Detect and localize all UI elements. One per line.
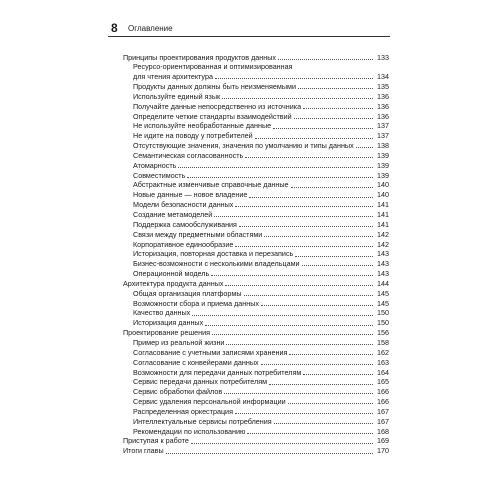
toc-entry-title: Бизнес-возможности с несколькими владельцами [133,259,300,269]
dot-leader [356,147,373,148]
toc-entry [0,210,500,220]
running-head: Оглавление [128,24,173,33]
toc-entry-page: 141 [377,210,389,219]
dot-leader [295,256,373,257]
toc-entry-page: 135 [377,82,389,92]
dot-leader [278,59,373,60]
toc-entry-page: 168 [377,426,389,436]
toc-entry-page: 150 [377,318,389,328]
toc-entry-page: 156 [377,328,389,338]
toc-entry-page: 140 [377,190,389,200]
toc-entry [0,387,500,397]
toc-entry [0,318,500,328]
toc-entry [0,377,500,387]
dot-leader [239,226,373,227]
dot-leader [187,177,373,178]
dot-leader [245,157,373,158]
toc-entry-title: Новые данные — новое владение [133,190,248,200]
dot-leader [269,384,373,385]
toc-entry [0,141,500,151]
dot-leader [247,433,373,434]
toc-entry [0,62,500,72]
toc-entry-title: Получайте данные непосредственно из источника [133,101,302,111]
toc-entry-page: 141 [377,219,389,229]
dot-leader [212,334,373,335]
toc-entry-page: 158 [377,337,389,347]
toc-entry-page: 166 [377,397,389,407]
dot-leader [261,364,373,365]
dot-leader [225,285,373,286]
toc-entry [0,102,500,112]
toc-entry [0,82,500,92]
toc-entry-title: Согласование с конвейерами данных [133,357,259,367]
toc-entry-page: 133 [377,52,389,62]
toc-entry-page: 163 [377,357,389,367]
dot-leader [274,423,373,424]
toc-entry-title: Рекомендации по использованию [133,426,246,436]
toc-entry [0,190,500,200]
toc-entry-page: 164 [377,367,389,377]
toc-entry-page: 145 [377,298,389,308]
toc-entry-page: 137 [377,121,389,131]
toc-entry-title: Абстрактные изменчивые справочные данные [133,180,289,190]
toc-entry [0,171,500,181]
toc-entry-page: 141 [377,200,389,210]
toc-entry-page: 144 [377,278,389,288]
dot-leader [224,393,373,394]
toc-entry [0,112,500,122]
toc-entry-title: Модели безопасности данных [133,200,234,210]
toc-entry-title: Не идите на поводу у потребителей [133,131,253,141]
toc-entry-title: Историзация, повторная доставка и перезапись [133,249,294,259]
toc-entry-title: для чтения архитектура [133,72,213,82]
table-of-contents [0,53,500,457]
toc-entry-page: 167 [377,406,389,416]
toc-entry [0,230,500,240]
dot-leader [255,138,373,139]
toc-entry-title: Согласование с учетными записями хранения [133,347,288,357]
toc-entry-title: Ресурсо-ориентированная и оптимизированная [133,62,293,72]
dot-leader [226,344,373,345]
toc-entry [0,249,500,259]
dot-leader [192,315,373,316]
dot-leader [261,305,373,306]
toc-entry-page: 165 [377,377,389,387]
toc-entry-title: Поддержка самообслуживания [133,219,237,229]
toc-entry [0,53,500,63]
toc-entry-title: Интеллектуальные сервисы потребления [133,416,272,426]
toc-entry-title: Распределенная оркестрация [133,406,233,416]
toc-entry-title: Архитектура продукта данных [123,278,224,288]
toc-entry-title: Приступая к работе [123,436,189,446]
dot-leader [235,246,373,247]
toc-entry [0,397,500,407]
dot-leader [244,295,374,296]
toc-entry [0,92,500,102]
toc-entry-page: 143 [377,269,389,279]
toc-entry [0,121,500,131]
toc-entry-page: 142 [377,229,389,239]
toc-entry [0,72,500,82]
toc-entry-title: Итоги главы [123,446,164,456]
toc-entry-title: Корпоративное единообразие [133,239,234,249]
toc-entry [0,436,500,446]
toc-entry-title: Определите четкие стандарты взаимодействий [133,111,292,121]
toc-entry-title: Возможности для передачи данных потребителям [133,367,302,377]
dot-leader [303,374,373,375]
dot-leader [294,118,373,119]
toc-entry-page: 139 [377,150,389,160]
toc-entry [0,348,500,358]
toc-entry-title: Принципы проектирования продуктов данных [123,52,277,62]
dot-leader [191,443,373,444]
toc-entry [0,161,500,171]
toc-entry-title: Не используйте необработанные данные [133,121,272,131]
toc-entry-title: Общая организация платформы [133,288,242,298]
dot-leader [289,354,373,355]
toc-entry-title: Качество данных [133,308,191,318]
toc-entry [0,407,500,417]
toc-entry-page: 140 [377,180,389,190]
toc-entry [0,358,500,368]
toc-entry-page: 145 [377,288,389,298]
toc-entry-page: 150 [377,308,389,318]
toc-entry-title: Историзация данных [133,318,204,328]
dot-leader [205,325,373,326]
toc-entry [0,328,500,338]
toc-entry [0,289,500,299]
toc-entry-title: Атомарность [133,160,177,170]
toc-entry-page: 136 [377,111,389,121]
toc-entry-page: 137 [377,131,389,141]
toc-entry [0,180,500,190]
dot-leader [291,187,373,188]
toc-entry [0,279,500,289]
toc-entry [0,240,500,250]
toc-entry-title: Продукты данных должны быть неизменяемыми [133,82,296,92]
toc-entry [0,200,500,210]
toc-entry [0,427,500,437]
toc-entry [0,338,500,348]
toc-entry-title: Проектирование решения [123,328,211,338]
toc-entry-page: 138 [377,141,389,151]
dot-leader [303,108,373,109]
toc-entry-title: Семантическая согласованность [133,150,244,160]
dot-leader [264,236,373,237]
toc-entry-title: Совместимость [133,170,186,180]
toc-entry-page: 169 [377,436,389,446]
toc-entry-page: 166 [377,387,389,397]
toc-entry-page: 136 [377,101,389,111]
toc-entry-title: Отсутствующие значения, значения по умолчанию и типы данных [133,141,354,151]
dot-leader [249,197,373,198]
toc-entry-page: 142 [377,239,389,249]
toc-entry [0,417,500,427]
toc-entry-page: 162 [377,347,389,357]
toc-entry [0,299,500,309]
toc-entry [0,220,500,230]
header-rule [108,36,390,37]
dot-leader [302,265,373,266]
toc-entry-page: 136 [377,91,389,101]
toc-entry-title: Сервис удаления персональной информации [133,397,286,407]
toc-entry-title: Создание метамоделей [133,210,213,219]
dot-leader [298,88,373,89]
toc-entry-page: 167 [377,416,389,426]
toc-entry-title: Связи между предметными областями [133,229,263,239]
toc-entry-page: 139 [377,160,389,170]
dot-leader [288,403,373,404]
toc-entry [0,131,500,141]
toc-entry-page: 134 [377,72,389,82]
toc-entry [0,308,500,318]
page-number: 8 [111,21,118,35]
toc-entry-page: 170 [377,446,389,456]
dot-leader [215,78,373,79]
toc-entry-title: Возможности сбора и приема данных [133,298,259,308]
dot-leader [222,98,373,99]
dot-leader [211,275,373,276]
toc-entry [0,446,500,456]
toc-entry-title: Операционной модель [133,269,210,279]
dot-leader [273,128,373,129]
dot-leader [178,167,373,168]
toc-entry-page: 143 [377,259,389,269]
toc-entry [0,368,500,378]
toc-entry-title: Пример из реальной жизни [133,337,225,347]
dot-leader [235,413,373,414]
toc-entry [0,151,500,161]
dot-leader [166,453,373,454]
toc-entry [0,269,500,279]
dot-leader [235,206,373,207]
toc-entry-title: Сервис передачи данных потребителям [133,377,268,387]
toc-entry-title: Сервис обработки файлов [133,387,223,397]
dot-leader [214,216,373,217]
toc-entry-title: Используйте единый язык [133,91,221,101]
toc-entry-page: 139 [377,170,389,180]
toc-entry-page: 143 [377,249,389,259]
toc-entry [0,259,500,269]
